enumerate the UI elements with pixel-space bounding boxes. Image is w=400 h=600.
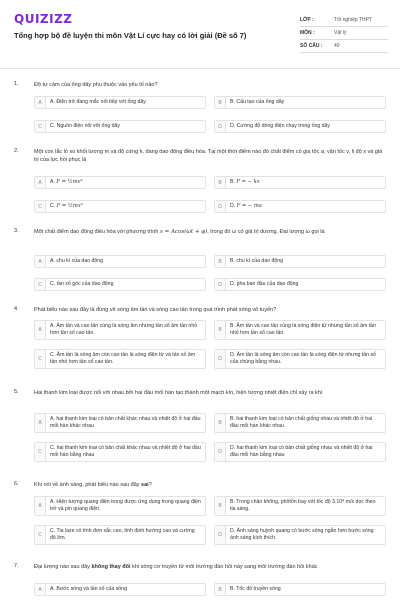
option-prefix: C. bbox=[50, 203, 56, 210]
question-text-post: khi sóng cơ truyền từ môi trường đàn hồi này sang môi trường đàn hồi khác bbox=[130, 564, 318, 570]
option-letter: A bbox=[35, 497, 46, 515]
answer-option-b[interactable] bbox=[214, 320, 386, 340]
info-row-subject bbox=[300, 27, 388, 40]
info-value: Tốt nghiệp THPT bbox=[334, 17, 372, 23]
header-divider bbox=[0, 68, 400, 69]
option-text: D. Âm tần là sóng âm còn cao tần là sóng điện từ nhưng tần số của chúng bằng nhau. bbox=[230, 352, 376, 365]
info-row-grade bbox=[300, 14, 388, 27]
option-text: B. chu kì của dao động bbox=[230, 258, 284, 265]
question-text-post: ? bbox=[148, 482, 152, 488]
answer-option-b[interactable] bbox=[214, 583, 386, 596]
answer-option-a[interactable] bbox=[34, 255, 206, 268]
option-letter: A bbox=[35, 97, 46, 108]
option-prefix: B. bbox=[230, 179, 235, 186]
option-text bbox=[226, 203, 266, 210]
option-text: C. tần số góc của dao động bbox=[50, 281, 114, 288]
question-text-pre: Khi nói về ánh sáng, phát biểu nào sau đây bbox=[34, 482, 142, 488]
option-letter: C bbox=[35, 350, 46, 368]
question-text-emphasis: không thay đổi bbox=[91, 564, 131, 570]
option-text bbox=[226, 179, 264, 186]
answer-option-a[interactable] bbox=[34, 496, 206, 516]
option-prefix: A. bbox=[50, 179, 55, 186]
option-letter: A bbox=[35, 321, 46, 339]
option-text: D. pha ban đầu của dao động bbox=[230, 281, 299, 288]
answer-option-b[interactable] bbox=[214, 176, 386, 189]
info-key: MÔN : bbox=[300, 30, 315, 36]
option-text: A. Hiện tượng quang điện trong được ứng dụng trong quang điện trở và pin quang điện. bbox=[50, 499, 201, 512]
question-text: Phát biểu nào sau đây là đúng về sóng âm tần và sóng cao tần trong quá trình phát sóng vô tuyến? bbox=[34, 307, 277, 313]
answer-option-c[interactable] bbox=[34, 278, 206, 291]
answer-option-c[interactable] bbox=[34, 200, 206, 213]
answer-option-b[interactable] bbox=[214, 255, 386, 268]
page-title: Tổng hợp bộ đề luyện thi môn Vật Lí cực hay có lời giải (Đề số 7) bbox=[14, 31, 247, 40]
option-letter: C bbox=[35, 443, 46, 461]
question-text bbox=[34, 481, 386, 489]
option-letter: A bbox=[35, 584, 46, 595]
answer-option-d[interactable] bbox=[214, 525, 386, 545]
option-formula: F = ½mx² bbox=[56, 203, 83, 210]
option-letter: A bbox=[35, 414, 46, 432]
option-text: B. Tốc độ truyền sóng bbox=[230, 586, 281, 593]
question-text-pre: Một chất điểm dao động điều hòa với phương trình bbox=[34, 229, 159, 235]
option-letter: D bbox=[215, 526, 226, 544]
option-text: B. Âm tần và cao tần cùng là sóng điện từ nhưng tần số âm tần nhỏ hơn tần số cao tần. bbox=[230, 323, 376, 336]
option-letter: B bbox=[215, 584, 226, 595]
answer-option-d[interactable] bbox=[214, 120, 386, 133]
option-letter: B bbox=[215, 414, 226, 432]
option-text: D. hai thanh kim loại có bản chất giống nhau và nhiệt độ ở hai đầu mối hàn bằng nhau bbox=[230, 445, 373, 458]
option-letter: D bbox=[215, 201, 226, 212]
answer-option-d[interactable] bbox=[214, 442, 386, 462]
answer-option-d[interactable] bbox=[214, 349, 386, 369]
question-number: 6. bbox=[14, 481, 19, 487]
question-number: 3. bbox=[14, 228, 19, 234]
option-text: A. Bước sóng và tần số của sóng bbox=[50, 586, 127, 593]
answer-option-b[interactable] bbox=[214, 413, 386, 433]
option-letter: C bbox=[35, 121, 46, 132]
answer-option-a[interactable] bbox=[34, 96, 206, 109]
option-text: B. Cấu tạo của ống dây bbox=[230, 99, 285, 106]
question-number: 5. bbox=[14, 389, 19, 395]
option-formula: F = ½mv² bbox=[56, 179, 83, 186]
question-number: 2. bbox=[14, 148, 19, 154]
option-text: B. Trong chân không, phôtôn bay với tốc độ 3.10⁸ m/s dọc theo tia sáng. bbox=[230, 499, 376, 512]
option-letter: B bbox=[215, 97, 226, 108]
question-number: 7. bbox=[14, 563, 19, 569]
option-text: B. hai thanh kim loại có bản chất giống nhau và nhiệt độ ở hai đầu mối hàn khác nhau bbox=[230, 416, 373, 429]
answer-option-c[interactable] bbox=[34, 442, 206, 462]
info-value: 40 bbox=[334, 43, 340, 49]
answer-option-a[interactable] bbox=[34, 583, 206, 596]
option-letter: B bbox=[215, 321, 226, 339]
answer-option-a[interactable] bbox=[34, 413, 206, 433]
answer-option-a[interactable] bbox=[34, 320, 206, 340]
option-formula: F = − ma bbox=[236, 203, 262, 210]
option-text: A. Âm tần và cao tần cùng là sóng âm nhưng tần số âm tần nhỏ hơn tần số cao tần. bbox=[50, 323, 198, 336]
option-text: A. chu kì của dao động bbox=[50, 258, 104, 265]
question-number: 1. bbox=[14, 81, 19, 87]
option-letter: D bbox=[215, 350, 226, 368]
quizizz-logo: QUIZIZZ bbox=[14, 12, 73, 26]
option-letter: C bbox=[35, 201, 46, 212]
question-text bbox=[34, 563, 386, 571]
option-text bbox=[46, 203, 87, 210]
answer-option-c[interactable] bbox=[34, 120, 206, 133]
answer-option-b[interactable] bbox=[214, 96, 386, 109]
option-letter: D bbox=[215, 279, 226, 290]
option-text: C. Tia laze có tính đơn sắc cao, tính định hướng cao và cường độ lớn. bbox=[50, 528, 195, 541]
option-text: A. hai thanh kim loại có bản chất khác nhau và nhiệt độ ở hai đầu mối hàn khác nhau bbox=[50, 416, 201, 429]
answer-option-d[interactable] bbox=[214, 200, 386, 213]
question-text: Một con lắc lò xo khối lượng m và độ cứng k, đang dao động điều hòa. Tại một thời điểm nào đó chất điểm có gia tốc a, vận tốc v, li độ x và giá trị của lực hồi phục là bbox=[34, 149, 383, 163]
option-letter: B bbox=[215, 177, 226, 188]
answer-option-c[interactable] bbox=[34, 525, 206, 545]
option-letter: D bbox=[215, 443, 226, 461]
question-text-emphasis: sai bbox=[141, 482, 149, 488]
option-letter: B bbox=[215, 497, 226, 515]
question-text: Hai thanh kim loại được nối với nhau bởi hai đầu mối hàn tạo thành một mạch kín, hiện tượng nhiệt điện chỉ xảy ra khi bbox=[34, 390, 323, 396]
info-key: LỚP : bbox=[300, 17, 314, 23]
option-text: D. Ánh sáng huỳnh quang có bước sóng ngắn hơn bước sóng ánh sáng kích thích. bbox=[230, 528, 374, 541]
option-letter: C bbox=[35, 279, 46, 290]
question-text bbox=[34, 228, 386, 236]
option-formula: F = − kx bbox=[236, 179, 260, 186]
question-text: Độ tự cảm của ống dây phụ thuộc vào yếu tố nào? bbox=[34, 82, 158, 88]
answer-option-c[interactable] bbox=[34, 349, 206, 369]
question-formula: x = Acos(ωt + φ) bbox=[159, 229, 208, 235]
answer-option-b[interactable] bbox=[214, 496, 386, 516]
option-text: C. Nguồn điện nối với ống dây bbox=[50, 123, 121, 130]
info-value: Vật lý bbox=[334, 30, 347, 36]
option-letter: A bbox=[35, 256, 46, 267]
quiz-info-panel bbox=[300, 14, 388, 53]
option-letter: A bbox=[35, 177, 46, 188]
question-text-post: , trong đó ω có giá trị dương. Đại lượng ω gọi là bbox=[207, 229, 325, 235]
option-text: A. Điện trở đang mắc nối tiếp với ống dây bbox=[50, 99, 146, 106]
option-letter: B bbox=[215, 256, 226, 267]
question-text-pre: Đại lượng nào sau đây bbox=[34, 564, 92, 570]
info-key: SỐ CÂU : bbox=[300, 43, 323, 49]
option-text bbox=[46, 179, 87, 186]
question-number: 4. bbox=[14, 306, 19, 312]
option-letter: C bbox=[35, 526, 46, 544]
option-prefix: D. bbox=[230, 203, 236, 210]
option-text: D. Cường độ dòng điện chạy trong ống dây bbox=[230, 123, 331, 130]
answer-option-d[interactable] bbox=[214, 278, 386, 291]
option-text: C. Âm tần là sóng âm còn cao tần là sóng điện từ và tần số âm tần nhỏ hơn tần số cao tần. bbox=[50, 352, 196, 365]
answer-option-a[interactable] bbox=[34, 176, 206, 189]
option-text: C. hai thanh kim loại có bản chất khác nhau và nhiệt độ ở hai đầu mối hàn bằng nhau bbox=[50, 445, 201, 458]
option-letter: D bbox=[215, 121, 226, 132]
info-row-count bbox=[300, 40, 388, 53]
